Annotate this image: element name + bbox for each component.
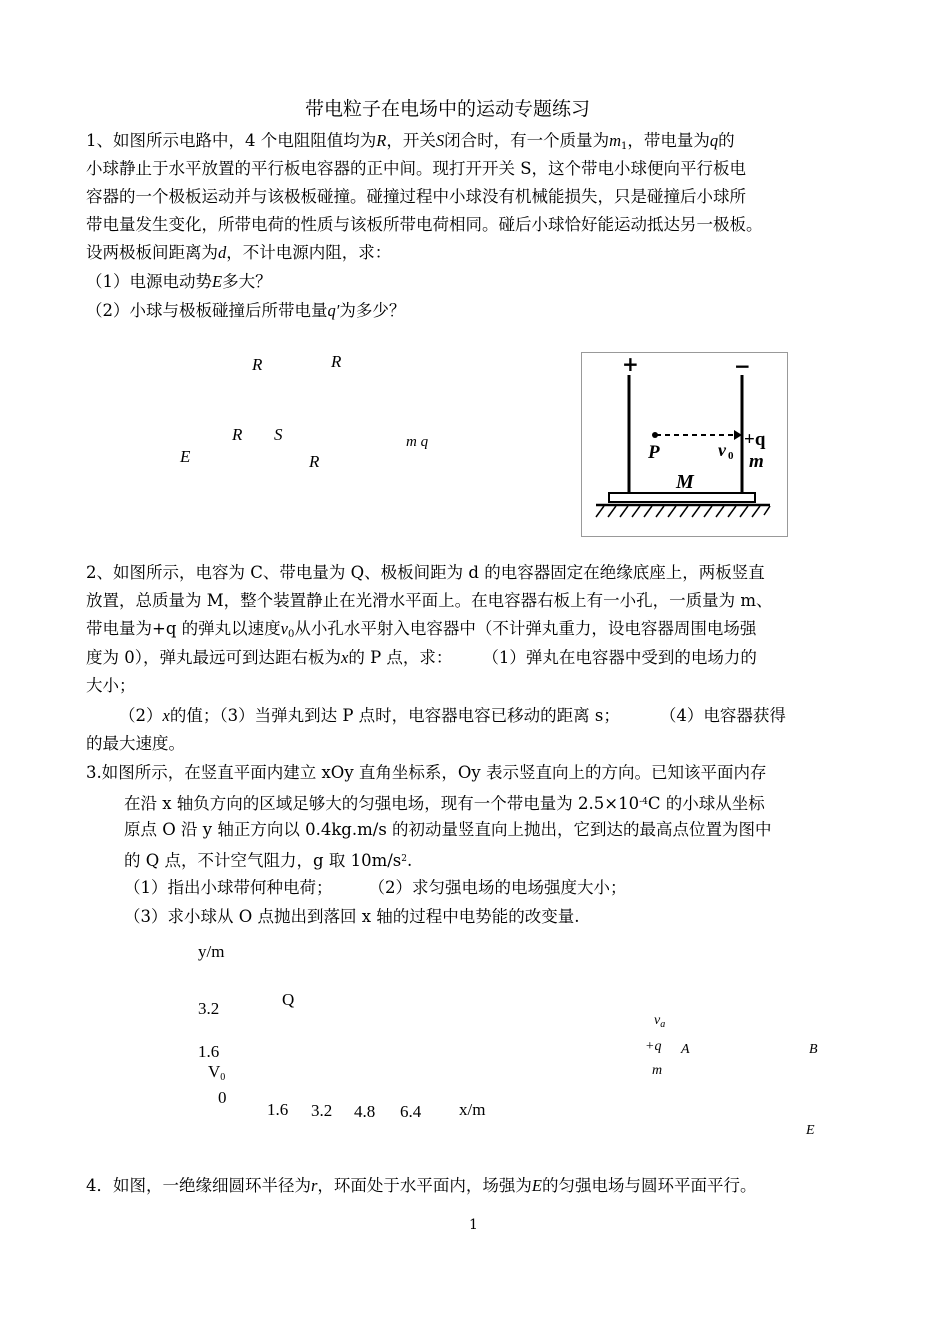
minus-sign: − bbox=[734, 354, 751, 378]
graph-x-tick-3-2: 3.2 bbox=[311, 1101, 333, 1120]
q4-text: 的匀强电场与圆环平面平行。 bbox=[542, 1176, 757, 1195]
q4-text: ，环面处于水平面内，场强为 bbox=[317, 1176, 532, 1195]
q2-line-5: 大小； bbox=[86, 676, 136, 695]
q1-line-5 bbox=[86, 239, 391, 267]
fig4-field-label: E bbox=[806, 1123, 815, 1138]
q2-line-2: 放置，总质量为 M，整个装置静止在光滑水平面上。在电容器右板上有一小孔，一质量为 m、 bbox=[86, 591, 773, 610]
q4-line-1 bbox=[86, 1172, 757, 1200]
q1-text: 1、如图所示电路中，4 个电阻阻值均为 bbox=[86, 131, 377, 150]
q1-text: ，带电量为 bbox=[627, 131, 710, 150]
graph-y-tick-3-2: 3.2 bbox=[198, 999, 220, 1018]
q2-text: 带电量为+q 的弹丸以速度 bbox=[86, 619, 281, 638]
label-p: P bbox=[648, 442, 660, 463]
q1-line-3: 容器的一个极板运动并与该极板碰撞。碰撞过程中小球没有机械能损失，只是碰撞后小球所 bbox=[86, 187, 746, 206]
page-title: 带电粒子在电场中的运动专题练习 bbox=[305, 98, 591, 120]
q4-var-r: r bbox=[311, 1176, 318, 1195]
q1-text: 闭合时，有一个质量为 bbox=[444, 131, 610, 150]
graph-velocity-sub: 0 bbox=[220, 1072, 226, 1083]
q3-exponent: -4 bbox=[639, 797, 648, 807]
graph-velocity-label bbox=[208, 1062, 225, 1083]
q2-var-v-sub: 0 bbox=[287, 629, 295, 640]
graph-x-tick-6-4: 6.4 bbox=[400, 1102, 422, 1121]
circuit-label-r1: R bbox=[252, 355, 263, 374]
q2-line-6 bbox=[119, 702, 786, 730]
q1-var-q: q bbox=[709, 131, 719, 150]
circuit-label-r3: R bbox=[232, 425, 243, 444]
q1-var-qprime: q′ bbox=[327, 301, 340, 320]
q2-text: 的 P 点，求： bbox=[348, 648, 453, 667]
q1-var-m: m bbox=[609, 131, 622, 150]
q1-text: ，开关 bbox=[386, 131, 436, 150]
q3-text: C 的小球从坐标 bbox=[647, 794, 765, 813]
fig4-point-a: A bbox=[681, 1042, 690, 1057]
q2-text: 的值；（3）当弹丸到达 P 点时，电容器电容已移动的距离 s； bbox=[169, 706, 620, 725]
graph-velocity-v: V bbox=[208, 1062, 221, 1081]
graph-x-axis-label: x/m bbox=[459, 1100, 486, 1119]
q1-line-2: 小球静止于水平放置的平行板电容器的正中间。现打开开关 S，这个带电小球便向平行板电 bbox=[86, 159, 747, 178]
fig4-charge-label: +q bbox=[645, 1039, 662, 1054]
q3-line-1: 3.如图所示，在竖直平面内建立 xOy 直角坐标系，Oy 表示竖直向上的方向。已知该平面内存 bbox=[86, 763, 767, 782]
fig4-point-b: B bbox=[809, 1042, 818, 1057]
q3-text: 的 Q 点，不计空气阻力，g 取 10m/s bbox=[124, 851, 402, 870]
plus-sign: + bbox=[622, 353, 639, 376]
q1-text: 多大？ bbox=[222, 272, 272, 291]
q1-text: （1）电源电动势 bbox=[86, 272, 212, 291]
q2-text: （4）电容器获得 bbox=[659, 706, 786, 725]
point-p-dot bbox=[652, 432, 658, 438]
label-v0-sub: 0 bbox=[728, 450, 734, 462]
q4-var-e: E bbox=[531, 1176, 543, 1195]
label-v0: v bbox=[718, 440, 726, 460]
q2-var-x: x bbox=[162, 706, 170, 725]
q3-exponent: 2 bbox=[401, 854, 407, 864]
q1-var-e: E bbox=[212, 272, 223, 291]
graph-point-q: Q bbox=[282, 990, 295, 1009]
q2-text: 度为 0），弹丸最远可到达距右板为 bbox=[86, 648, 341, 667]
q1-text: （2）小球与极板碰撞后所带电量 bbox=[86, 301, 328, 320]
capacitor-diagram bbox=[582, 353, 787, 536]
q1-text: ，不计电源内阻，求： bbox=[226, 243, 392, 262]
q3-sub-1: （1）指出小球带何种电荷； bbox=[124, 878, 333, 897]
ground-hatching bbox=[596, 506, 770, 517]
q2-var-v: v bbox=[280, 619, 288, 638]
q3-sub-2: （2）求匀强电场的电场强度大小； bbox=[368, 878, 627, 897]
graph-x-tick-1-6: 1.6 bbox=[267, 1100, 289, 1119]
q2-var-x: x bbox=[341, 648, 349, 667]
q3-text: . bbox=[406, 851, 413, 870]
q2-line-1: 2、如图所示，电容为 C、带电量为 Q、极板间距为 d 的电容器固定在绝缘底座上，两板竖直 bbox=[86, 563, 765, 582]
q2-text: （1）弹丸在电容器中受到的电场力的 bbox=[482, 648, 757, 667]
label-m: m bbox=[749, 451, 764, 472]
label-plus-q: +q bbox=[744, 429, 766, 450]
circuit-label-switch: S bbox=[274, 425, 283, 444]
q1-text: 设两极板间距离为 bbox=[86, 243, 218, 262]
q2-text: （2） bbox=[119, 706, 163, 725]
q2-line-7: 的最大速度。 bbox=[86, 734, 185, 753]
circuit-label-r4: R bbox=[309, 452, 320, 471]
q1-var-s: S bbox=[435, 131, 445, 150]
circuit-label-emf: E bbox=[180, 447, 191, 466]
fig4-velocity-label bbox=[654, 1013, 665, 1030]
graph-origin: 0 bbox=[218, 1088, 227, 1107]
q1-var-d: d bbox=[218, 243, 227, 262]
capacitor-figure bbox=[581, 352, 788, 537]
q2-text: 从小孔水平射入电容器中（不计弹丸重力，设电容器周围电场强 bbox=[294, 619, 757, 638]
graph-y-tick-1-6: 1.6 bbox=[198, 1042, 220, 1061]
label-big-m: M bbox=[676, 471, 694, 493]
q1-text: 的 bbox=[718, 131, 735, 150]
q2-line-4 bbox=[86, 644, 757, 672]
q3-line-4 bbox=[124, 845, 412, 875]
q3-line-2 bbox=[124, 788, 765, 818]
fig4-mass-label: m bbox=[652, 1063, 663, 1078]
base bbox=[609, 493, 755, 502]
q1-var-m-sub: 1 bbox=[621, 141, 628, 152]
fig4-velocity-sub: a bbox=[660, 1019, 666, 1030]
q3-sub-1-2 bbox=[124, 874, 627, 902]
q1-sub-2 bbox=[86, 297, 405, 325]
q1-var-r: R bbox=[376, 131, 387, 150]
q1-sub-1 bbox=[86, 268, 272, 296]
circuit-label-mq: m q bbox=[406, 434, 429, 450]
q1-text: 为多少？ bbox=[339, 301, 406, 320]
q3-text: 在沿 x 轴负方向的区域足够大的匀强电场，现有一个带电量为 2.5×10 bbox=[124, 794, 640, 813]
page-number: 1 bbox=[469, 1217, 478, 1233]
q1-line-4: 带电量发生变化，所带电荷的性质与该板所带电荷相同。碰后小球恰好能运动抵达另一极板。 bbox=[86, 215, 763, 234]
fig4-velocity-v: v bbox=[654, 1013, 661, 1028]
graph-x-tick-4-8: 4.8 bbox=[354, 1102, 376, 1121]
q4-text: 4．如图，一绝缘细圆环半径为 bbox=[86, 1176, 311, 1195]
circuit-label-r2: R bbox=[331, 352, 342, 371]
graph-y-axis-label: y/m bbox=[198, 942, 225, 961]
q3-line-3: 原点 O 沿 y 轴正方向以 0.4kg.m/s 的初动量竖直向上抛出，它到达的最高点位置为图中 bbox=[124, 820, 772, 839]
q3-sub-3: （3）求小球从 O 点抛出到落回 x 轴的过程中电势能的改变量. bbox=[124, 907, 580, 926]
